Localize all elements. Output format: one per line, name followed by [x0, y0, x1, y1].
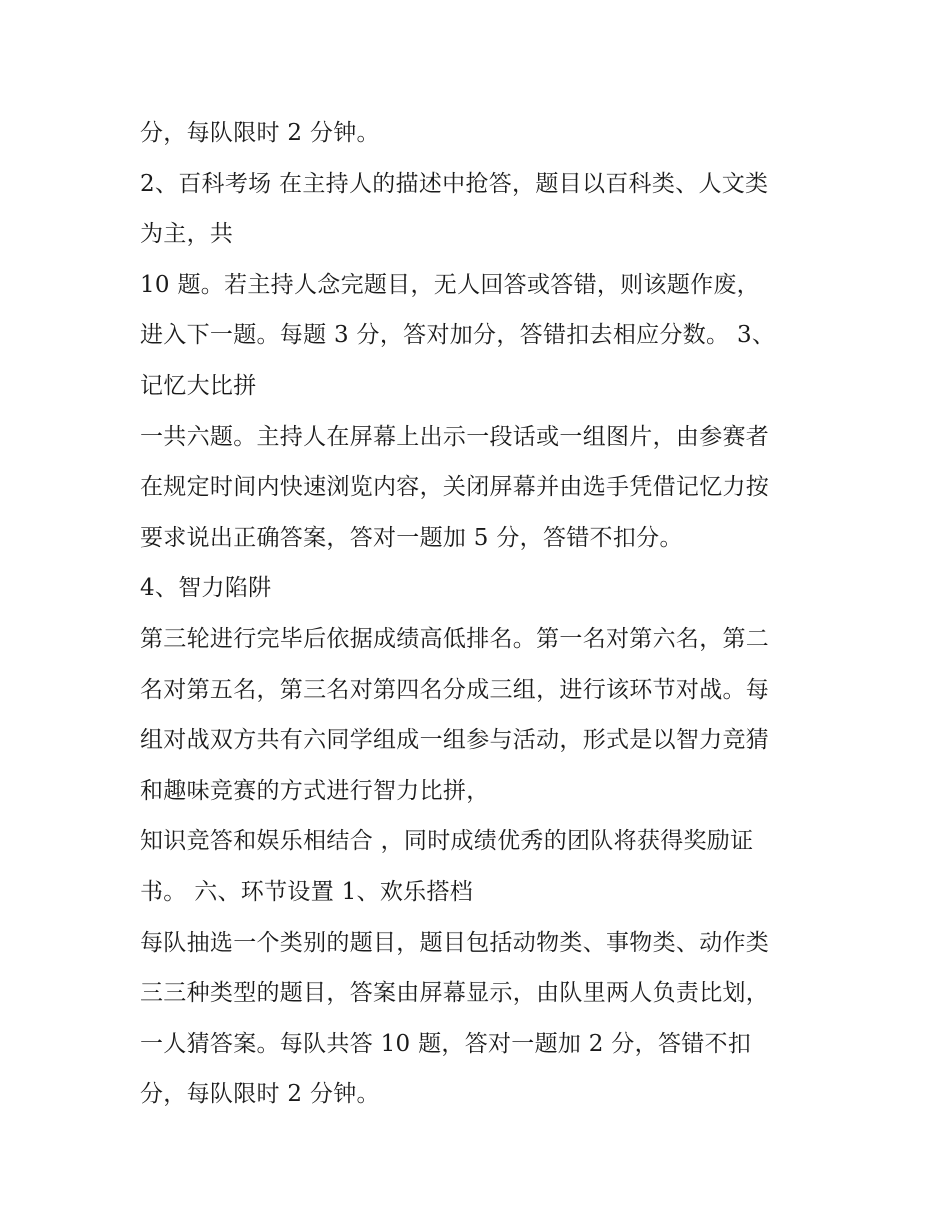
text-line: 一人猜答案。每队共答 10 题，答对一题加 2 分，答错不扣 — [140, 1030, 752, 1057]
text-line: 要求说出正确答案，答对一题加 5 分，答错不扣分。 — [140, 524, 683, 551]
text-line: 三三种类型的题目，答案由屏幕显示，由队里两人负责比划， — [140, 980, 770, 1007]
text-line: 和趣味竞赛的方式进行智力比拼， — [140, 777, 490, 804]
document-body — [140, 108, 820, 1120]
text-line: 每队抽选一个类别的题目，题目包括动物类、事物类、动作类 — [140, 929, 770, 956]
text-line: 分，每队限时 2 分钟。 — [140, 120, 380, 146]
text-line: 2、百科考场 在主持人的描述中抢答，题目以百科类、人文类 — [140, 170, 769, 197]
text-line: 分，每队限时 2 分钟。 — [140, 1081, 380, 1108]
text-line: 10 题。若主持人念完题目，无人回答或答错，则该题作废， — [140, 271, 760, 298]
text-line: 知识竞答和娱乐相结合 ，同时成绩优秀的团队将获得奖励证 — [140, 828, 754, 855]
text-line: 在规定时间内快速浏览内容，关闭屏幕并由选手凭借记忆力按 — [140, 474, 770, 501]
text-line: 进入下一题。每题 3 分，答对加分，答错扣去相应分数。 3、 — [140, 322, 776, 349]
text-line: 记忆大比拼 — [140, 372, 257, 399]
text-line: 组对战双方共有六同学组成一组参与活动，形式是以智力竞猜 — [140, 727, 770, 754]
text-line: 第三轮进行完毕后依据成绩高低排名。第一名对第六名，第二 — [140, 625, 770, 652]
text-line: 4、智力陷阱 — [140, 575, 272, 602]
text-line: 书。 六、环节设置 1、欢乐搭档 — [140, 878, 474, 905]
text-line: 为主，共 — [140, 221, 234, 248]
text-line: 名对第五名，第三名对第四名分成三组，进行该环节对战。每 — [140, 676, 770, 703]
text-line: 一共六题。主持人在屏幕上出示一段话或一组图片，由参赛者 — [140, 423, 770, 450]
